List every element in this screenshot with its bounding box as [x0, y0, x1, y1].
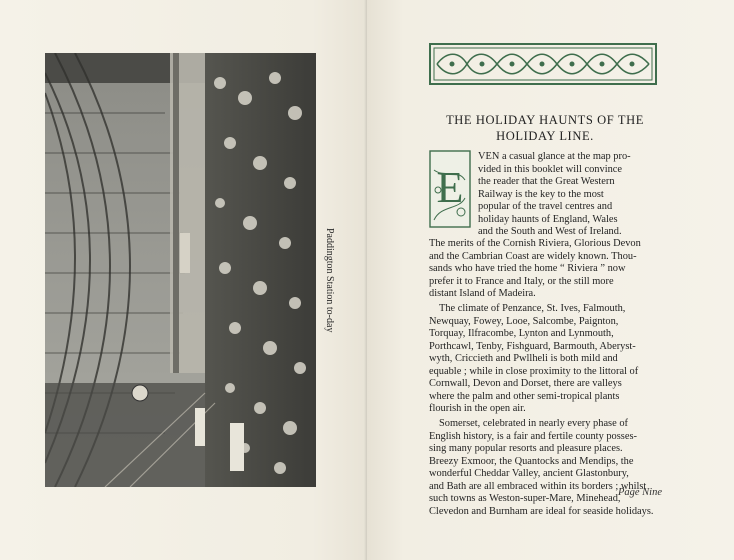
- text-line: The climate of Penzance, St. Ives, Falmouth,: [439, 303, 626, 314]
- text-line: and the South and West of Ireland.: [478, 226, 622, 237]
- text-line: such towns as Weston-super-Mare, Minehead,: [429, 493, 621, 504]
- article-heading: [400, 112, 690, 144]
- text-line: wyth, Criccieth and Pwllheli is both mild and: [429, 353, 618, 364]
- paddington-station-photo: [45, 53, 316, 487]
- text-line: Somerset, celebrated in nearly every phase of: [439, 418, 628, 429]
- text-line: Torquay, Ilfracombe, Lynton and Lynmouth,: [429, 328, 614, 339]
- text-line: the reader that the Great Western: [478, 176, 615, 187]
- paragraph-1-continued: [429, 238, 665, 301]
- text-line: VEN a casual glance at the map pro-: [478, 151, 631, 162]
- text-line: prefer it to France and Italy, or the still more: [429, 275, 614, 287]
- text-line: Porthcawl, Tenby, Fishguard, Barmouth, Aberyst-: [429, 340, 636, 352]
- text-line: sing many popular resorts and pleasure places.: [429, 443, 623, 454]
- text-line: popular of the travel centres and: [478, 201, 613, 212]
- text-line: where the palm and other semi-tropical plants: [429, 390, 620, 402]
- text-line: distant Island of Madeira.: [429, 288, 536, 299]
- text-line: Newquay, Fowey, Looe, Salcombe, Paignton,: [429, 315, 619, 327]
- text-line: vided in this booklet will convince: [478, 163, 623, 175]
- text-line: English history, is a fair and fertile county posses-: [429, 430, 637, 442]
- text-line: sands who have tried the home “ Riviera ” now: [429, 263, 626, 274]
- heading-line-2: HOLIDAY LINE.: [496, 129, 594, 143]
- text-line: and Bath are all embraced within its borders ; whilst: [429, 480, 647, 492]
- text-line: and the Cambrian Coast are widely known. Thou-: [429, 250, 637, 262]
- station-photo-icon: [45, 53, 316, 487]
- paragraph-1-indented: [478, 151, 665, 239]
- text-line: Clevedon and Burnham are ideal for seaside holidays.: [429, 505, 654, 517]
- paragraph-2: [429, 303, 665, 416]
- text-line: Breezy Exmoor, the Quantocks and Mendips, the: [429, 455, 634, 467]
- photo-caption: Paddington Station to-day: [324, 227, 335, 333]
- text-line: wonderful Cheddar Valley, ancient Glastonbury,: [429, 468, 629, 479]
- decorative-border-icon: [429, 43, 657, 85]
- heading-line-1: THE HOLIDAY HAUNTS OF THE: [446, 113, 644, 127]
- text-line: Cornwall, Devon and Dorset, there are valleys: [429, 378, 622, 389]
- text-line: holiday haunts of England, Wales: [478, 213, 618, 225]
- drop-cap-letter: E: [436, 163, 464, 212]
- text-line: flourish in the open air.: [429, 403, 526, 414]
- page-number: Page Nine: [617, 487, 662, 498]
- text-line: The merits of the Cornish Riviera, Glorious Devon: [429, 238, 641, 249]
- drop-cap: [429, 150, 471, 228]
- illuminated-initial-icon: [429, 150, 471, 228]
- text-line: Railway is the key to the most: [478, 188, 604, 200]
- text-line: equable ; while in close proximity to the littoral of: [429, 365, 639, 377]
- paragraph-3: [429, 418, 665, 518]
